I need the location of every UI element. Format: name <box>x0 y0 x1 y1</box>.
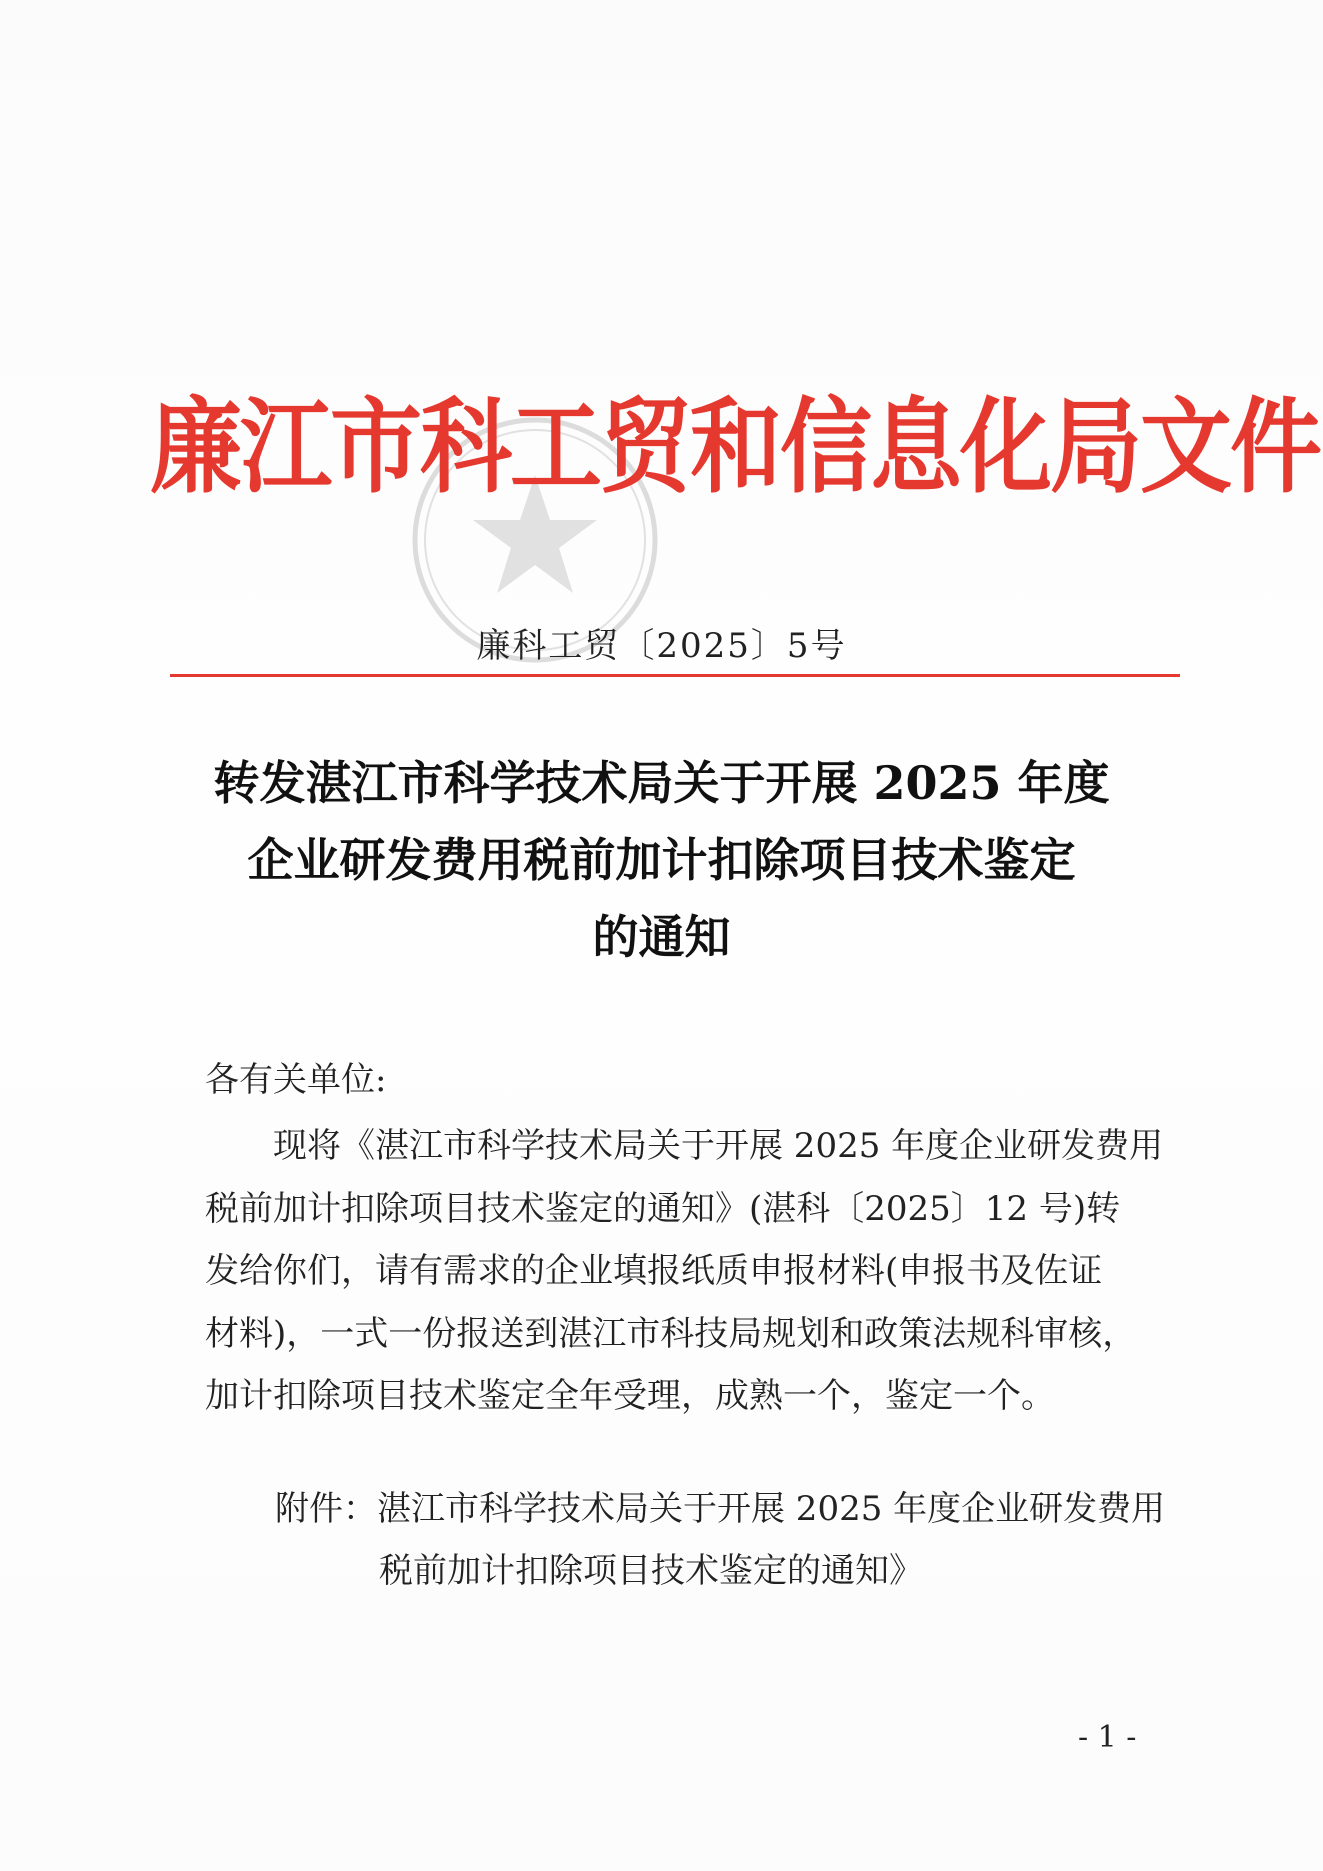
page-number: - 1 - <box>1078 1720 1137 1755</box>
title-line: 企业研发费用税前加计扣除项目技术鉴定 <box>247 833 1076 887</box>
document-title <box>160 745 1163 976</box>
body-line: 税前加计扣除项目技术鉴定的通知》(湛科〔2025〕12 号)转 <box>205 1188 1121 1229</box>
body-line: 材料)，一式一份报送到湛江市科技局规划和政策法规科审核， <box>205 1313 1137 1354</box>
document-masthead: 廉江市科工贸和信息化局文件 <box>150 386 1321 508</box>
salutation: 各有关单位: <box>205 1060 387 1100</box>
attachment-note <box>275 1478 1166 1602</box>
attachment-line: 附件：湛江市科学技术局关于开展 2025 年度企业研发费用 <box>275 1489 1166 1529</box>
title-line: 的通知 <box>592 910 731 964</box>
attachment-line: 税前加计扣除项目技术鉴定的通知》 <box>379 1551 923 1591</box>
body-line: 现将《湛江市科学技术局关于开展 2025 年度企业研发费用 <box>273 1126 1164 1166</box>
title-line: 转发湛江市科学技术局关于开展 2025 年度 <box>213 756 1110 810</box>
body-line: 加计扣除项目技术鉴定全年受理，成熟一个，鉴定一个。 <box>205 1376 1055 1416</box>
red-divider <box>170 674 1180 677</box>
body-line: 发给你们，请有需求的企业填报纸质申报材料(申报书及佐证 <box>205 1251 1103 1291</box>
body-paragraph <box>205 1115 1164 1428</box>
document-number: 廉科工贸〔2025〕5号 <box>476 626 847 666</box>
